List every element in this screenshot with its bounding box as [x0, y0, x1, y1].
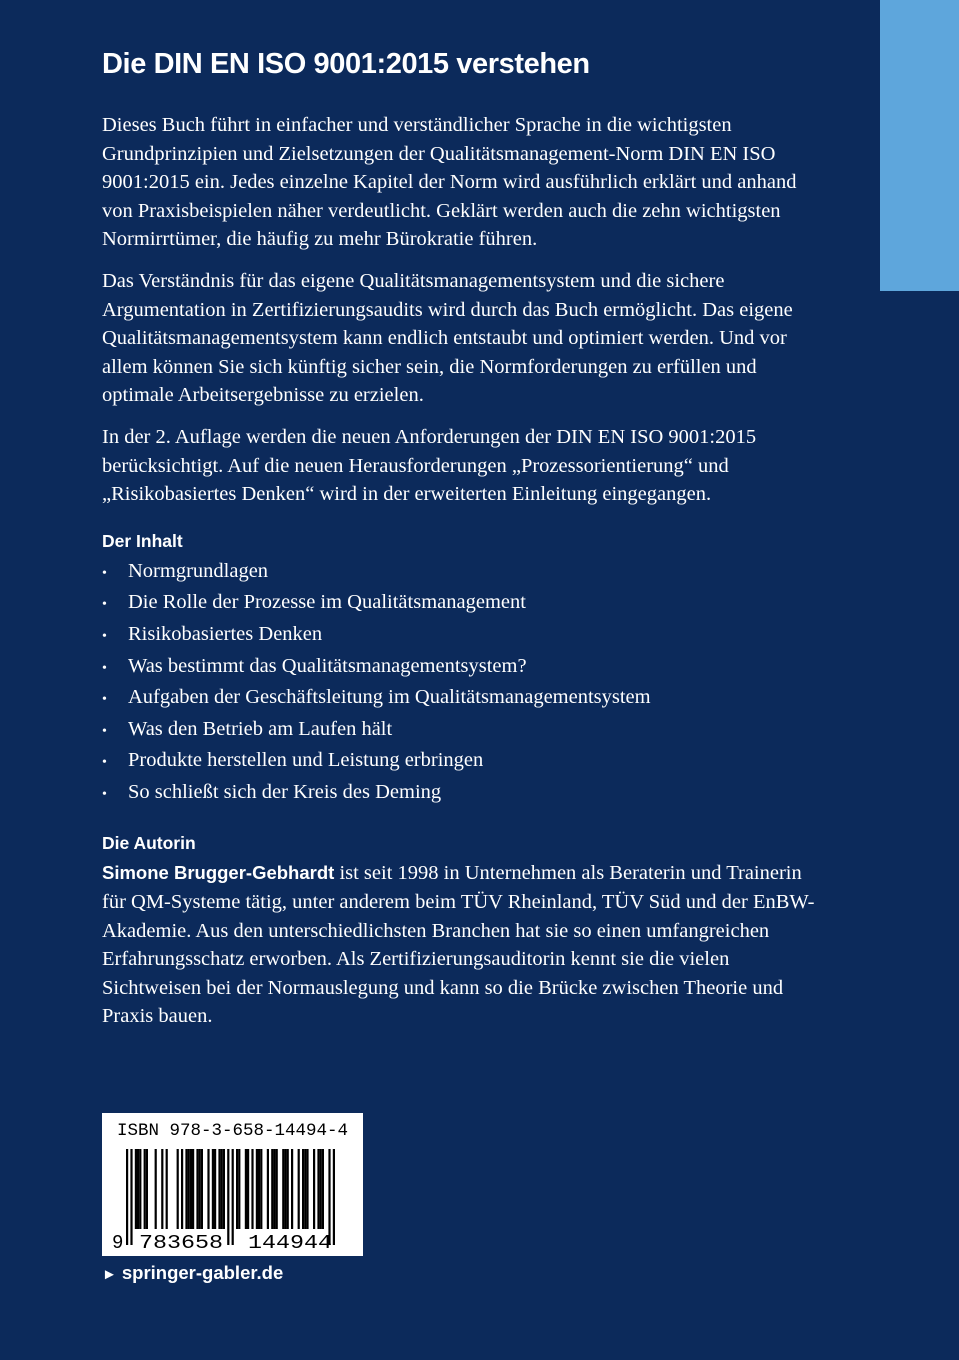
barcode-bar: [166, 1149, 168, 1229]
barcode-bar: [161, 1149, 163, 1229]
barcode-bar: [271, 1149, 273, 1229]
barcode-bar: [218, 1149, 220, 1229]
barcode-bar: [317, 1149, 319, 1229]
list-item-text: Risikobasiertes Denken: [128, 622, 323, 645]
barcode-bar: [155, 1149, 157, 1229]
contents-heading: Der Inhalt: [102, 530, 183, 551]
barcode-bar: [258, 1149, 260, 1229]
barcode-bar: [177, 1149, 179, 1229]
barcode-bar: [137, 1149, 139, 1229]
barcode-bar: [304, 1149, 306, 1229]
author-bio-text: ist seit 1998 in Unternehmen als Beraterin und Trainerin für QM-Systeme tätig, unter anderem beim TÜV Rheinland, TÜV Süd und der EnBW-Akademie. Aus den unterschiedlichsten Branchen hat sie so einen umfangreichen Erfahrungsschatz erworben. Als Zertifizierungsauditorin kennt sie die vielen Sichtweisen bei der Normauslegung und kann so die Brücke zwischen Theorie und Praxis bauen.: [102, 862, 815, 1028]
description-paragraph-1: Dieses Buch führt in einfacher und verständlicher Sprache in die wichtigsten Grundprinzipien und Zielsetzungen der Qualitätsmanagement-Norm DIN EN ISO 9001:2015 ein. Jedes einzelne Kapitel der Norm wird ausführlich erklärt und anhand von Praxisbeispielen näher verdeutlicht. Geklärt werden auch die zehn wichtigsten Normirrtümer, die häufig zu mehr Bürokratie führen.: [102, 114, 797, 251]
barcode-bar: [320, 1149, 322, 1229]
page-title: Die DIN EN ISO 9001:2015 verstehen: [102, 48, 590, 80]
barcode-bar: [238, 1149, 240, 1229]
barcode-left-digits: 783658: [139, 1232, 223, 1251]
barcode-bar: [146, 1149, 148, 1229]
barcode-bar: [207, 1149, 209, 1229]
list-item-text: Was den Betrieb am Laufen hält: [128, 717, 393, 740]
contents-list: [102, 557, 822, 810]
publisher-url: springer-gabler.de: [121, 1262, 284, 1283]
barcode-bar: [273, 1149, 275, 1229]
barcode-right-digits: 144944: [248, 1232, 332, 1251]
author-heading: Die Autorin: [102, 833, 196, 854]
barcode-bar: [185, 1149, 187, 1229]
accent-bar: [880, 0, 959, 291]
list-item-text: Aufgaben der Geschäftsleitung im Qualitätsmanagementsystem: [128, 686, 651, 709]
list-item: [102, 778, 822, 810]
barcode-bar: [306, 1149, 308, 1229]
bullet-icon: •: [102, 565, 107, 581]
barcode-bar: [223, 1149, 225, 1229]
barcode-bar: [322, 1149, 324, 1229]
list-item: [102, 588, 822, 620]
author-name: Simone Brugger-Gebhardt: [102, 862, 335, 884]
barcode-bar: [196, 1149, 198, 1229]
barcode-bar: [199, 1149, 201, 1229]
barcode-bar: [276, 1149, 278, 1229]
barcode-first-digit: 9: [112, 1232, 124, 1251]
bullet-icon: •: [102, 786, 107, 802]
list-item-text: Die Rolle der Prozesse im Qualitätsmanagement: [128, 591, 526, 614]
barcode-bar: [221, 1149, 223, 1229]
barcode-bar: [313, 1149, 315, 1229]
bullet-icon: •: [102, 628, 107, 644]
barcode-bar: [139, 1149, 141, 1229]
description-paragraph-3: In der 2. Auflage werden die neuen Anforderungen der DIN EN ISO 9001:2015 berücksichtigt. Auf die neuen Herausforderungen „Prozessorientierung“ und „Risikobasiertes Denken“ wird in der erweiterten Einleitung eingegangen.: [102, 425, 757, 506]
barcode-bar: [190, 1149, 192, 1229]
list-item-text: Produkte herstellen und Leistung erbringen: [128, 749, 484, 772]
list-item: [102, 683, 822, 715]
barcode-bar: [212, 1149, 214, 1229]
barcode-bar: [287, 1149, 289, 1229]
barcode-bar: [245, 1149, 247, 1229]
barcode-bar: [260, 1149, 262, 1229]
list-item: [102, 715, 822, 747]
barcode-bar: [192, 1149, 194, 1229]
barcode-bar: [256, 1149, 258, 1229]
barcode-bar: [227, 1149, 229, 1245]
barcode-bar: [181, 1149, 183, 1229]
list-item: [102, 620, 822, 652]
bullet-icon: •: [102, 723, 107, 739]
barcode-bar: [298, 1149, 300, 1229]
bullet-icon: •: [102, 597, 107, 613]
barcode-bar: [282, 1149, 284, 1229]
barcode-bar: [135, 1149, 137, 1229]
play-arrow-icon: ►: [102, 1266, 117, 1283]
barcode-bar: [251, 1149, 253, 1229]
list-item: [102, 652, 822, 684]
barcode-graphic: [110, 1149, 356, 1251]
isbn-barcode: [102, 1113, 363, 1256]
description-paragraph-2: Das Verständnis für das eigene Qualitätsmanagementsystem und die sichere Argumentation in Zertifizierungsaudits wird durch das Buch ermöglicht. Das eigene Qualitätsmanagementsystem kann endlich entstaubt und optimiert werden. Und vor allem können Sie sich künftig sicher sein, die Normforderungen zu erfüllen und optimale Arbeitsergebnisse zu erzielen.: [102, 269, 793, 407]
back-cover-text: [102, 44, 822, 1052]
barcode-bar: [126, 1149, 128, 1245]
barcode-bar: [284, 1149, 286, 1229]
author-bio: [102, 859, 822, 1031]
barcode-bar: [291, 1149, 293, 1229]
barcode-bar: [328, 1149, 330, 1245]
barcode-bar: [302, 1149, 304, 1229]
isbn-label: ISBN 978-3-658-14494-4: [117, 1121, 349, 1141]
publisher-link[interactable]: [102, 1261, 283, 1287]
list-item-text: Was bestimmt das Qualitätsmanagementsystem?: [128, 654, 527, 677]
barcode-bar: [201, 1149, 203, 1229]
barcode-bar: [130, 1149, 132, 1245]
barcode-bar: [236, 1149, 238, 1229]
bullet-icon: •: [102, 692, 107, 708]
barcode-bar: [267, 1149, 269, 1229]
barcode-bar: [214, 1149, 216, 1229]
bullet-icon: •: [102, 755, 107, 771]
list-item-text: Normgrundlagen: [128, 559, 269, 582]
barcode-bar: [144, 1149, 146, 1229]
barcode-bars: [126, 1149, 335, 1245]
list-item: [102, 746, 822, 778]
barcode-bar: [188, 1149, 190, 1229]
barcode-bar: [247, 1149, 249, 1229]
list-item-text: So schließt sich der Kreis des Deming: [128, 780, 442, 803]
bullet-icon: •: [102, 660, 107, 676]
list-item: [102, 557, 822, 589]
barcode-bar: [232, 1149, 234, 1245]
barcode-bar: [333, 1149, 335, 1245]
